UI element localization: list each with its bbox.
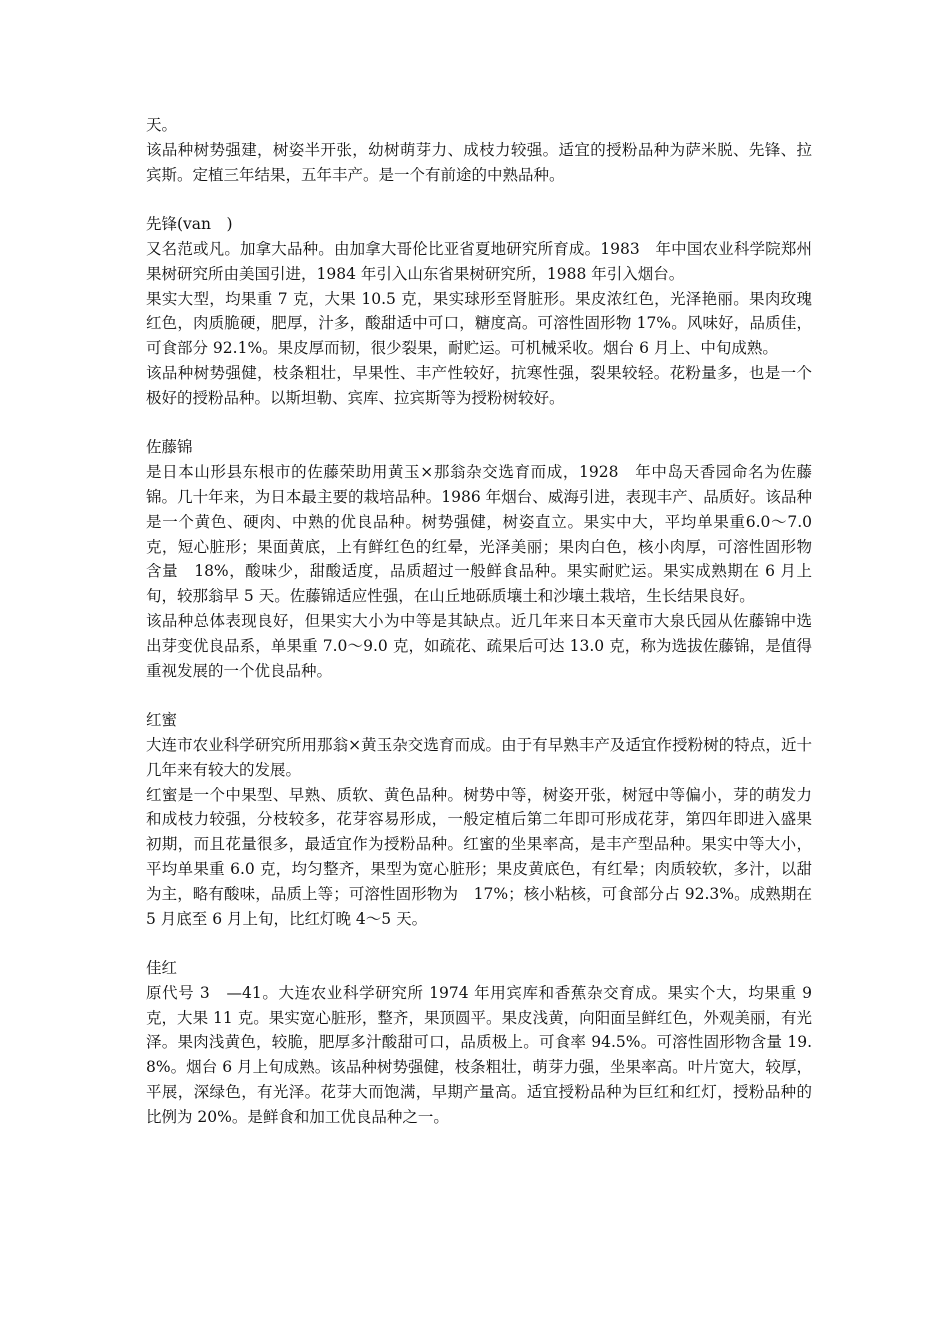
paragraph: 果实大型，均果重 7 克，大果 10.5 克，果实球形至肾脏形。果皮浓红色，光泽艳丽。果肉玫瑰红色，肉质脆硬，肥厚，汁多，酸甜适中可口，糖度高。可溶性固形物 17%。风味好，品质佳，可食部分 92.1%。果皮厚而韧，很少裂果，耐贮运。可机械采收。烟台 6 月上、中旬成熟。 bbox=[146, 289, 812, 358]
section-heading: 先锋(van ) bbox=[146, 215, 233, 234]
section-gap bbox=[146, 683, 812, 708]
paragraph: 红蜜是一个中果型、早熟、质软、黄色品种。树势中等，树姿开张，树冠中等偏小，芽的萌发力和成枝力较强，分枝较多，花芽容易形成，一般定植后第二年即可形成花芽，第四年即进入盛果初期，而且花量很多，最适宜作为授粉品种。红蜜的坐果率高，是丰产型品种。果实中等大小，平均单果重 6.0 克，均匀整齐，果型为宽心脏形；果皮黄底色，有红晕；肉质较软，多汁，以甜为主，略有酸味，品质上等；可溶性固形物为 17%；核小粘核，可食部分占 92.3%。成熟期在 5 月底至 6 月上旬，比红灯晚 4～5 天。 bbox=[146, 785, 812, 928]
paragraph: 大连市农业科学研究所用那翁×黄玉杂交选育而成。由于有早熟丰产及适宜作授粉树的特点，近十几年来有较大的发展。 bbox=[146, 735, 812, 779]
paragraph: 又名范或凡。加拿大品种。由加拿大哥伦比亚省夏地研究所育成。1983 年中国农业科学院郑州果树研究所由美国引进，1984 年引入山东省果树研究所，1988 年引入烟台。 bbox=[146, 239, 812, 283]
paragraph: 该品种树势强健，枝条粗壮，早果性、丰产性较好，抗寒性强，裂果较轻。花粉量多，也是一个极好的授粉品种。以斯坦勒、宾库、拉宾斯等为授粉树较好。 bbox=[146, 363, 812, 407]
section-gap bbox=[146, 931, 812, 956]
paragraph: 原代号 3 —41。大连农业科学研究所 1974 年用宾库和香蕉杂交育成。果实个大，均果重 9克，大果 11 克。果实宽心脏形，整齐，果顶圆平。果皮浅黄，向阳面呈鲜红色，外观美丽，有光泽。果肉浅黄色，较脆，肥厚多汁酸甜可口，品质极上。可食率 94.5%。可溶性固形物含量 19.8%。烟台 6 月上旬成熟。该品种树势强健，枝条粗壮，萌芽力强，坐果率高。叶片宽大，较厚，平展，深绿色，有光泽。花芽大而饱满，早期产量高。适宜授粉品种为巨红和红灯，授粉品种的比例为 20%。是鲜食和加工优良品种之一。 bbox=[146, 983, 812, 1126]
paragraph: 该品种总体表现良好，但果实大小为中等是其缺点。近几年来日本天童市大泉氏园从佐藤锦中选出芽变优良品系，单果重 7.0～9.0 克，如疏花、疏果后可达 13.0 克，称为选拔佐藤锦，是值得重视发展的一个优良品种。 bbox=[146, 611, 812, 680]
paragraph: 天。 bbox=[146, 116, 178, 134]
section-heading: 佳红 bbox=[146, 959, 178, 978]
section-gap bbox=[146, 187, 812, 212]
section-gap bbox=[146, 411, 812, 436]
section-heading: 红蜜 bbox=[146, 711, 178, 730]
document-page bbox=[146, 113, 812, 1130]
section-heading: 佐藤锦 bbox=[146, 438, 193, 457]
paragraph: 该品种树势强建，树姿半开张，幼树萌芽力、成枝力较强。适宜的授粉品种为萨米脱、先锋、拉宾斯。定植三年结果，五年丰产。是一个有前途的中熟品种。 bbox=[146, 140, 812, 184]
paragraph: 是日本山形县东根市的佐藤荣助用黄玉×那翁杂交选育而成，1928 年中岛天香园命名为佐藤锦。几十年来，为日本最主要的栽培品种。1986 年烟台、威海引进，表现丰产、品质好。该品种是一个黄色、硬肉、中熟的优良品种。树势强健，树姿直立。果实中大，平均单果重6.0～7.0 克，短心脏形；果面黄底，上有鲜红色的红晕，光泽美丽；果肉白色，核小肉厚，可溶性固形物含量 18%，酸味少，甜酸适度，品质超过一般鲜食品种。果实耐贮运。果实成熟期在 6 月上旬，较那翁早 5 天。佐藤锦适应性强，在山丘地砾质壤土和沙壤土栽培，生长结果良好。 bbox=[146, 463, 812, 606]
